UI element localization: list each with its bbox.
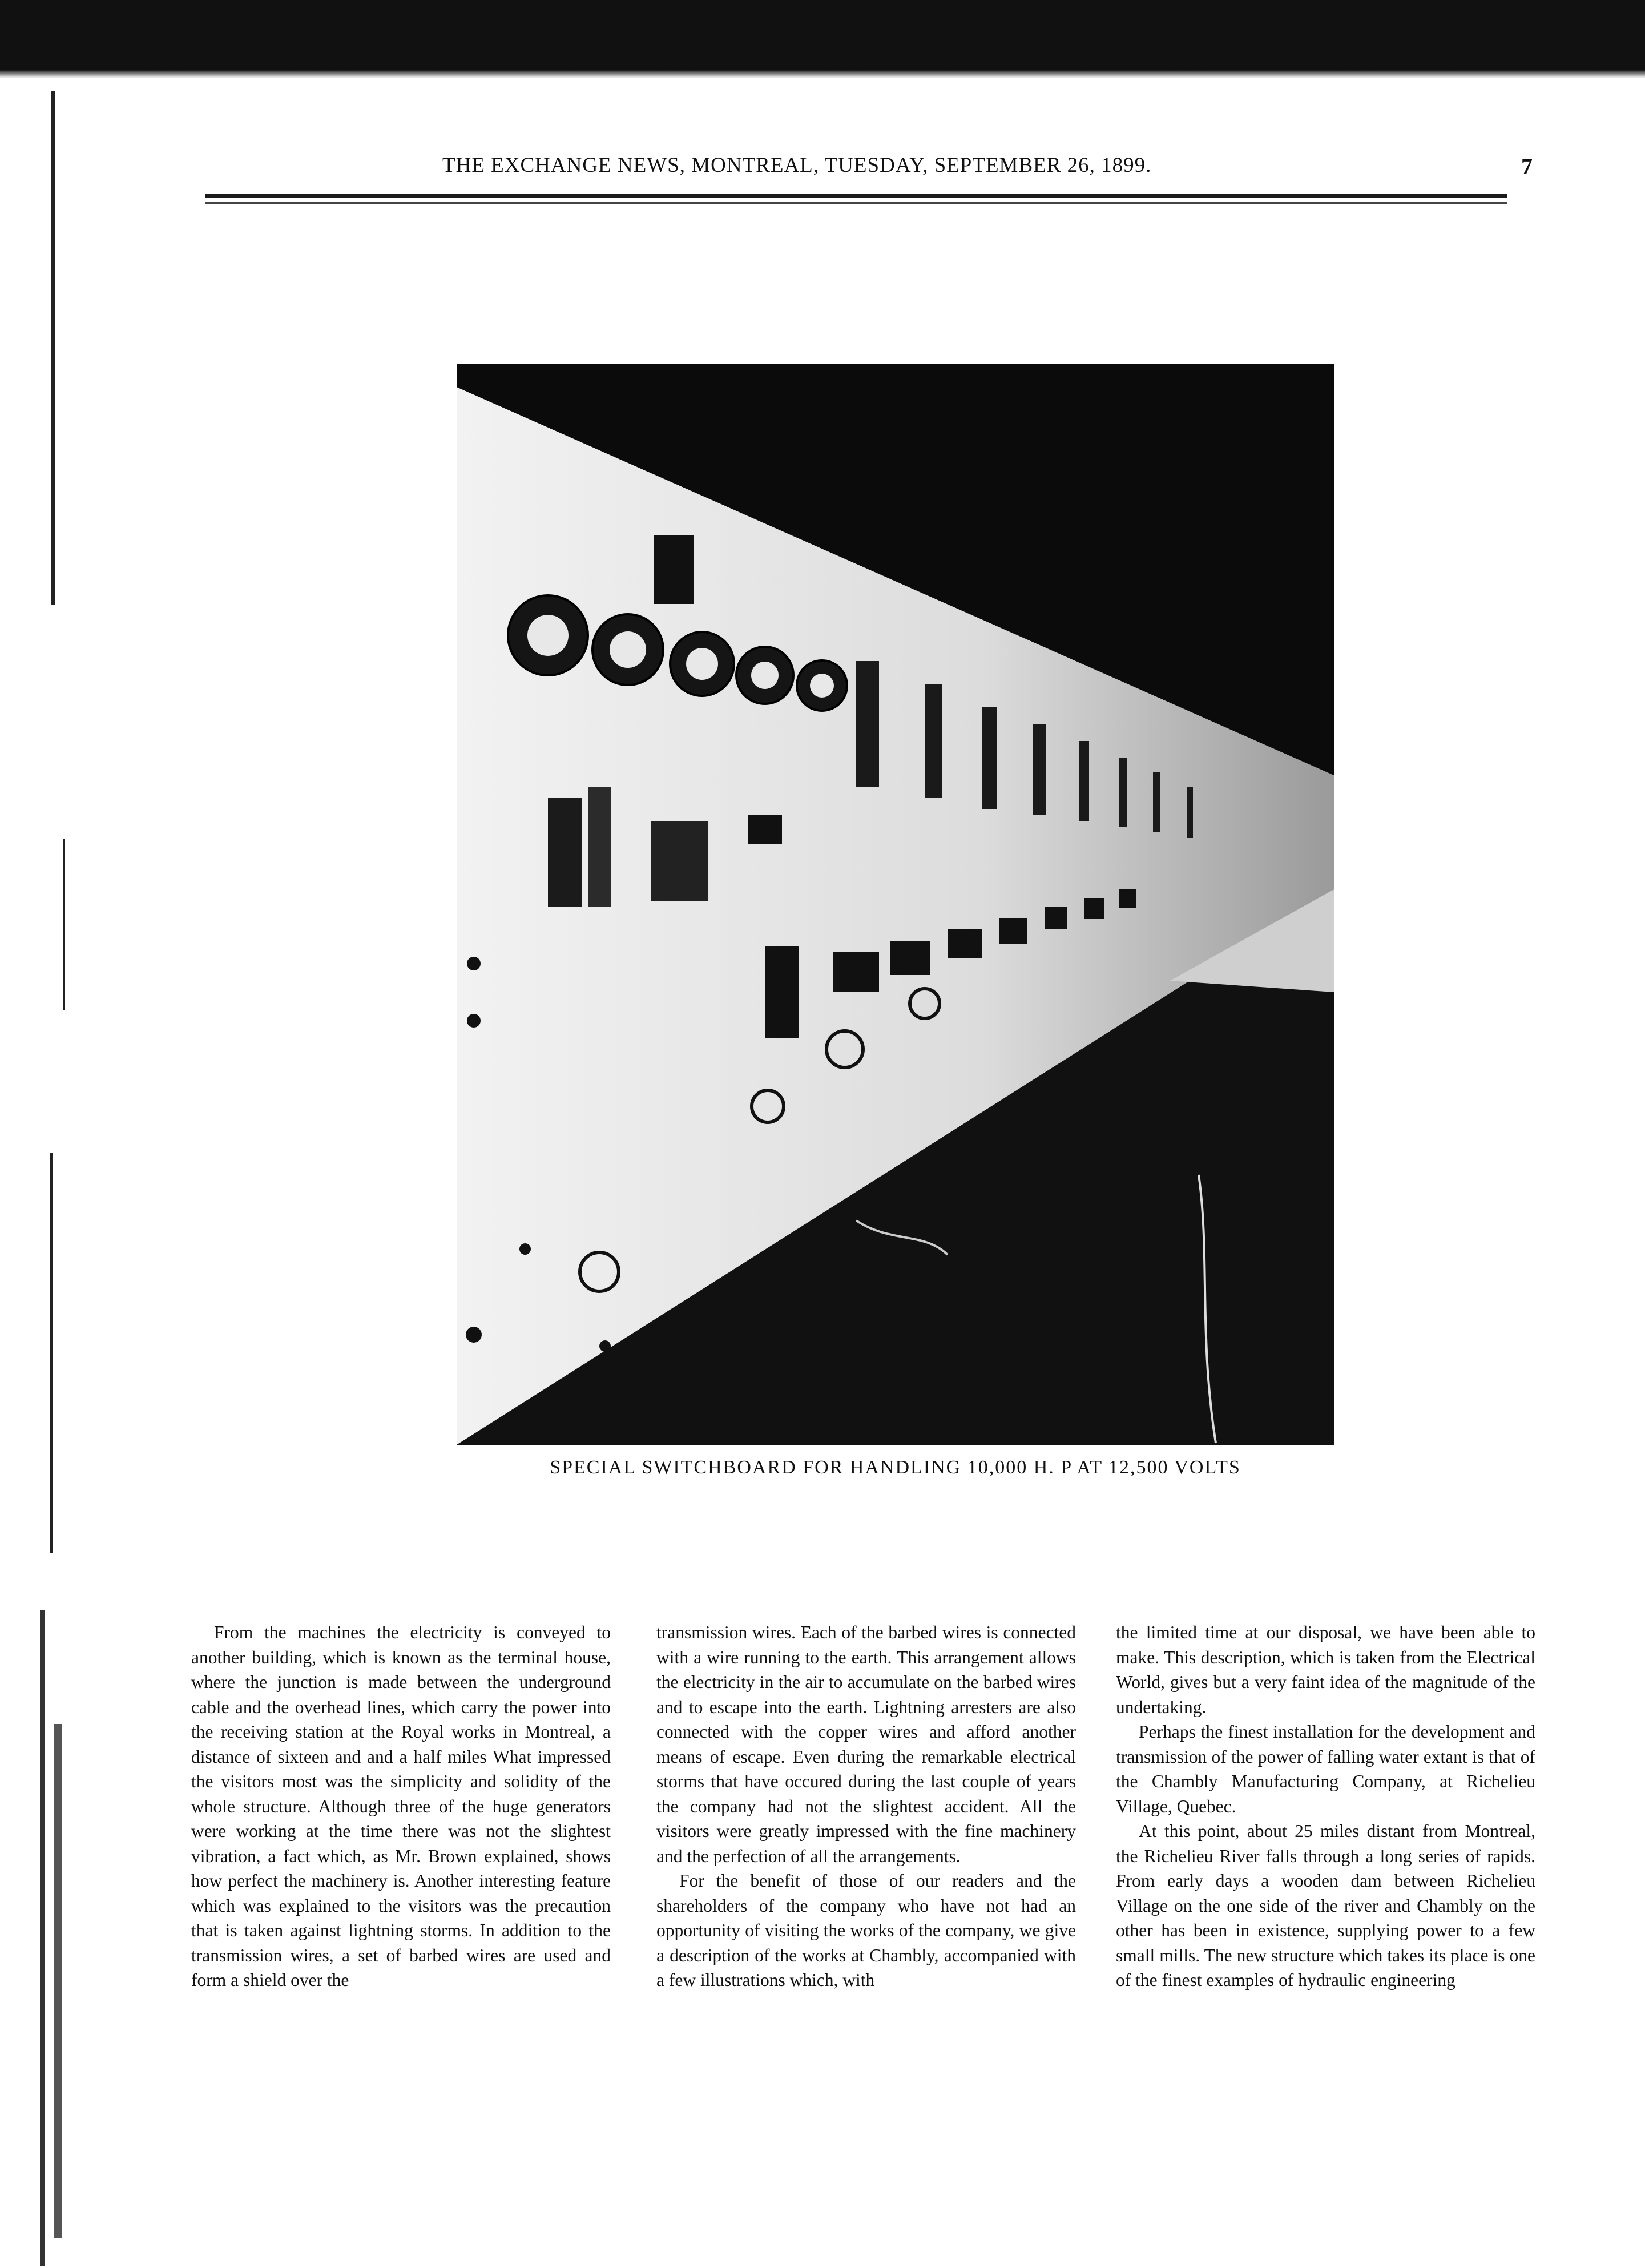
article-column-1 xyxy=(191,1620,611,1993)
paragraph: the limited time at our disposal, we have been able to make. This description, which is taken from the Electrical World, gives but a very faint idea of the magnitude of the undertaking. xyxy=(1116,1622,1535,1717)
figure-caption: SPECIAL SWITCHBOARD FOR HANDLING 10,000 H. P AT 12,500 VOLTS xyxy=(550,1457,1241,1478)
article-column-3 xyxy=(1116,1620,1535,1993)
paragraph: For the benefit of those of our readers and the shareholders of the company who have not had an opportunity of visiting the works of the company, we give a description of the works at Chambly, accompanied with a few illustrations which, with xyxy=(656,1871,1076,1990)
scan-left-edge xyxy=(0,69,86,2268)
article-column-2 xyxy=(656,1620,1076,1993)
paragraph: From the machines the electricity is conveyed to another building, which is known as the terminal house, where the junction is made between the underground cable and the overhead lines, which carry the power into the receiving station at the Royal works in Montreal, a distance of sixteen and and a half miles What impressed the visitors most was the simplicity and solidity of the whole structure. Although three of the huge generators were working at the time there was not the slightest vibration, a fact which, as Mr. Brown explained, shows how perfect the machinery is. Another interesting feature which was explained to the visitors was the precaution that is taken against lightning storms. In addition to the transmission wires, a set of barbed wires are used and form a shield over the xyxy=(191,1622,611,1990)
switchboard-illustration xyxy=(457,364,1334,1445)
header-rule xyxy=(205,194,1507,198)
page-number: 7 xyxy=(1521,154,1533,179)
paragraph: transmission wires. Each of the barbed wires is connected with a wire running to the earth. This arrangement allows the electricity in the air to accumulate on the barbed wires and to escape into the earth. Lightning arresters are also connected with the copper wires and afford another means of escape. Even during the remarkable electrical storms that have occured during the last couple of years the company had not the slightest accident. All the visitors were greatly impressed with the fine machinery and the perfection of all the arrangements. xyxy=(656,1622,1076,1866)
paragraph: At this point, about 25 miles distant from Montreal, the Richelieu River falls through a long series of rapids. From early days a wooden dam between Richelieu Village on the one side of the river and Chambly on the other has been in existence, supplying power to a few small mills. The new structure which takes its place is one of the finest examples of hydraulic engineering xyxy=(1116,1821,1535,1990)
scan-dark-border xyxy=(0,0,1645,71)
switchboard-photo xyxy=(457,364,1334,1445)
header-rule-thin xyxy=(205,202,1507,204)
masthead: THE EXCHANGE NEWS, MONTREAL, TUESDAY, SEPTEMBER 26, 1899. xyxy=(442,154,1152,177)
paragraph: Perhaps the finest installation for the development and transmission of the power of falling water extant is that of the Chambly Manufacturing Company, at Richelieu Village, Quebec. xyxy=(1116,1722,1535,1816)
